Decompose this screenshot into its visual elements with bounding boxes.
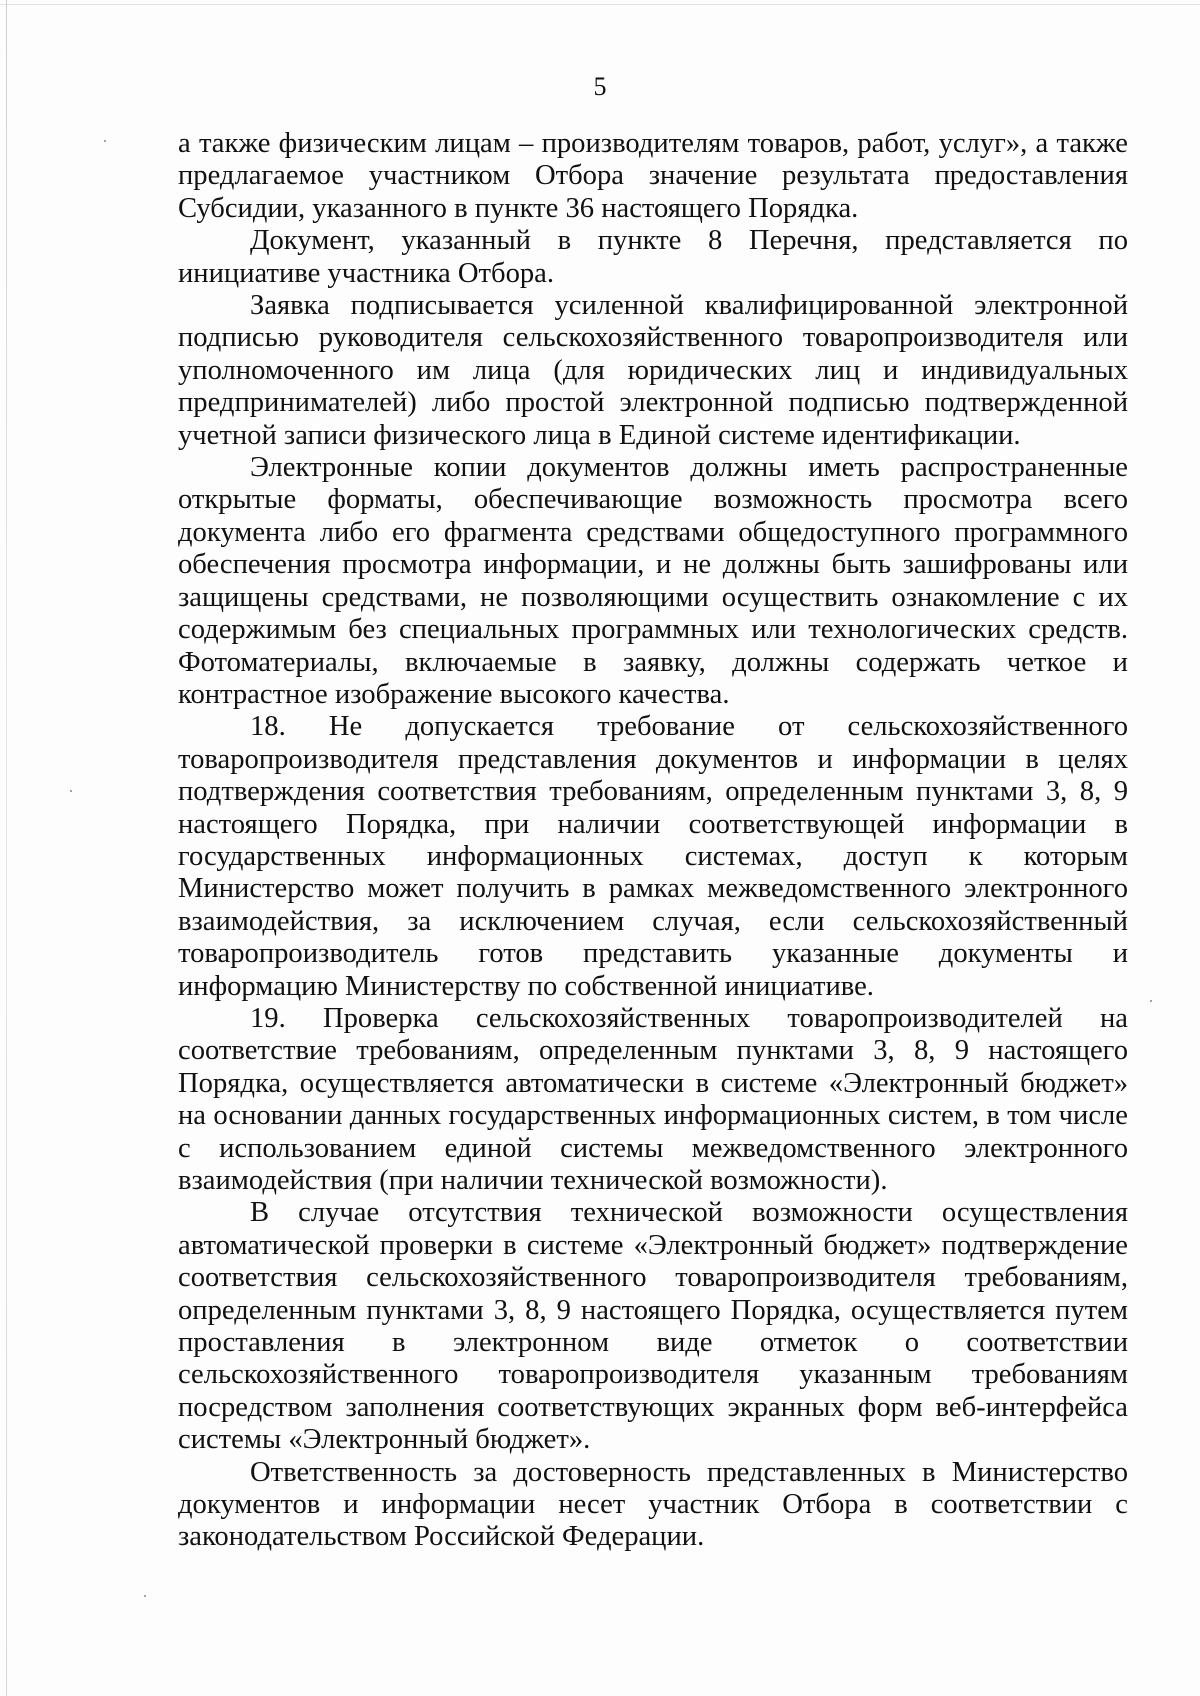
paragraph: Электронные копии документов должны иметь распространенные открытые форматы, обеспечивающие возможность просмотра всего документа либо его фрагмента средствами общедоступного программного обеспечения просмотра информации, и не должны быть зашифрованы или защищены средствами, не позволяющими осуществить ознакомление с их содержимым без специальных программных или технологических средств. Фотоматериалы, включаемые в заявку, должны содержать четкое и контрастное изображение высокого качества. — [178, 452, 1128, 710]
paragraph: а также физическим лицам – производителям товаров, работ, услуг», а также предлагаемое участником Отбора значение результата предоставления Субсидии, указанного в пункте 36 настоящего Порядка. — [178, 128, 1128, 224]
paragraph-item-18: 18. Не допускается требование от сельскохозяйственного товаропроизводителя представления документов и информации в целях подтверждения соответствия требованиям, определенным пунктами 3, 8, 9 настоящего Порядка, при наличии соответствующей информации в государственных информационных системах, доступ к которым Министерство может получить в рамках межведомственного электронного взаимодействия, за исключением случая, если сельскохозяйственный товаропроизводитель готов представить указанные документы и информацию Министерству по собственной инициативе. — [178, 711, 1128, 1002]
scan-speck — [1150, 1000, 1152, 1002]
scan-edge-left — [6, 0, 7, 1696]
page-number: 5 — [593, 72, 607, 101]
paragraph: Заявка подписывается усиленной квалифицированной электронной подписью руководителя сельскохозяйственного товаропроизводителя или уполномоченного им лица (для юридических лиц и индивидуальных предпринимателей) либо простой электронной подписью подтвержденной учетной записи физического лица в Единой системе идентификации. — [178, 290, 1128, 451]
scan-speck — [70, 790, 72, 792]
paragraph: Документ, указанный в пункте 8 Перечня, представляется по инициативе участника Отбора. — [178, 225, 1128, 289]
document-body — [178, 128, 1128, 1554]
scan-speck — [104, 140, 106, 142]
paragraph: В случае отсутствия технической возможности осуществления автоматической проверки в системе «Электронный бюджет» подтверждение соответствия сельскохозяйственного товаропроизводителя требованиям, определенным пунктами 3, 8, 9 настоящего Порядка, осуществляется путем проставления в электронном виде отметок о соответствии сельскохозяйственного товаропроизводителя указанным требованиям посредством заполнения соответствующих экранных форм веб-интерфейса системы «Электронный бюджет». — [178, 1197, 1128, 1456]
scan-edge-top — [0, 4, 1200, 5]
scan-speck — [144, 1595, 146, 1597]
paragraph: Ответственность за достоверность представленных в Министерство документов и информации несет участник Отбора в соответствии с законодательством Российской Федерации. — [178, 1456, 1128, 1553]
paragraph-item-19: 19. Проверка сельскохозяйственных товаропроизводителей на соответствие требованиям, определенным пунктами 3, 8, 9 настоящего Порядка, осуществляется автоматически в системе «Электронный бюджет» на основании данных государственных информационных систем, в том числе с использованием единой системы межведомственного электронного взаимодействия (при наличии технической возможности). — [178, 1002, 1128, 1196]
